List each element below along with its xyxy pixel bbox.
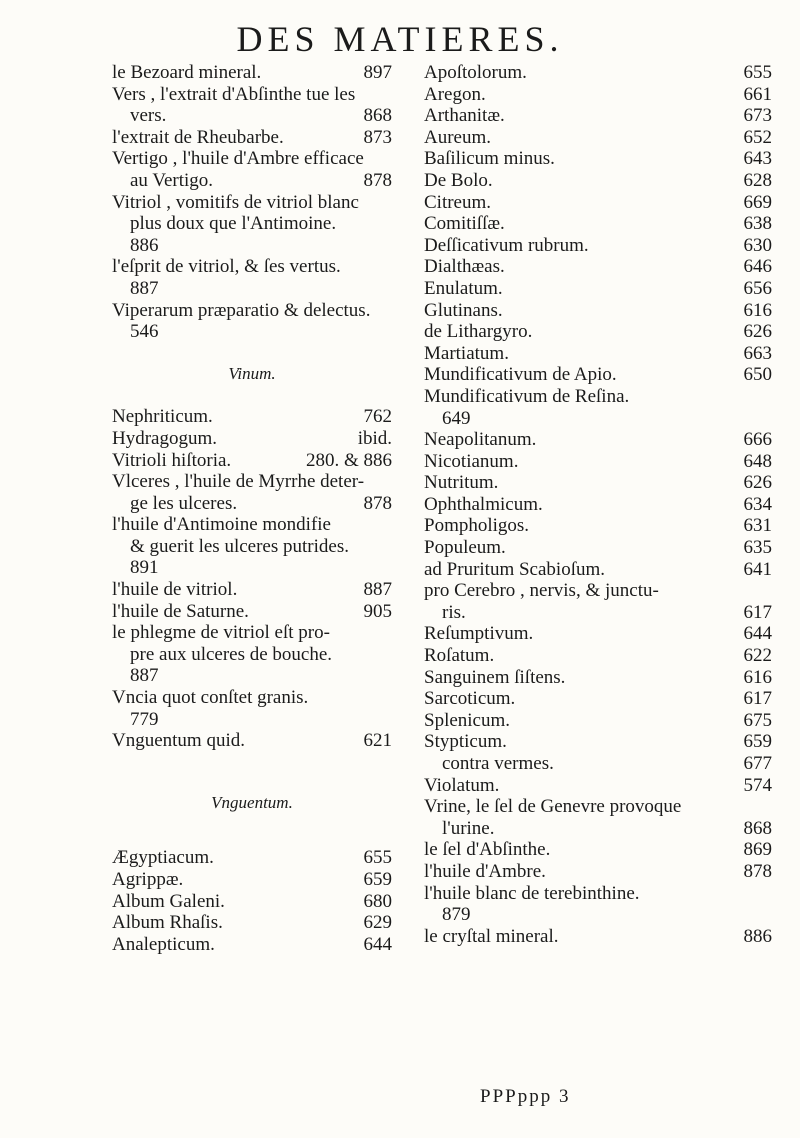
index-entry (112, 622, 392, 644)
index-entry (424, 494, 772, 516)
entry-text: Nephriticum. (112, 406, 213, 428)
entry-text: 546 (130, 321, 159, 343)
entry-text: contra vermes. (442, 753, 554, 774)
index-entry (424, 105, 772, 127)
index-entry (112, 450, 392, 472)
entry-text: ge les ulceres. (130, 492, 238, 514)
right-column (424, 62, 772, 947)
index-entry (424, 364, 772, 386)
entry-page-number: 905 (363, 600, 392, 622)
index-entry (424, 84, 772, 106)
entry-page-number: 626 (743, 321, 772, 343)
entry-text: Vnguentum quid. (112, 730, 245, 752)
entry-text: Viperarum præparatio & delectus. (112, 299, 371, 321)
index-entry (424, 515, 772, 537)
index-entry (424, 645, 772, 667)
index-entry (424, 559, 772, 581)
index-entry (424, 753, 772, 775)
entry-text: l'huile d'Ambre. (424, 860, 546, 882)
entry-text: pre aux ulceres de bouche. (130, 643, 333, 665)
entry-text: l'huile d'Antimoine mondifie (112, 514, 331, 536)
index-entry (112, 84, 392, 106)
index-entry (112, 105, 392, 127)
entry-text: 886 (130, 234, 159, 256)
entry-page-number: 680 (363, 890, 392, 912)
entry-text: Vertigo , l'huile d'Ambre efficace (112, 148, 364, 170)
entry-text: Enulatum. (424, 277, 503, 299)
section-heading-unguentum: Vnguentum. (211, 792, 293, 812)
entry-text: Neapolitanum. (424, 429, 537, 451)
left-column (112, 62, 392, 955)
index-entry (424, 62, 772, 84)
entry-text: Analepticum. (112, 933, 215, 955)
index-entry (112, 665, 392, 687)
entry-text: Nutritum. (424, 472, 499, 494)
entry-text: Reſumptivum. (424, 623, 534, 645)
index-entry (424, 127, 772, 149)
index-entry (112, 471, 392, 493)
index-entry (424, 213, 772, 235)
index-entry (112, 730, 392, 752)
entry-text: Aureum. (424, 126, 492, 148)
entry-page-number: 629 (363, 912, 392, 934)
index-entry (112, 644, 392, 666)
entry-page-number: 638 (743, 213, 772, 235)
index-entry (112, 514, 392, 536)
entry-text: l'huile de Saturne. (112, 600, 249, 622)
entry-text: 887 (130, 665, 159, 687)
entry-page-number: ibid. (357, 427, 392, 449)
entry-page-number: 656 (743, 277, 772, 299)
entry-text: Violatum. (424, 774, 500, 796)
entry-text: Agrippæ. (112, 869, 184, 890)
entry-text: Mundificativum de Apio. (424, 364, 617, 386)
index-entry (112, 891, 392, 913)
index-entry (112, 687, 392, 709)
entry-text: Ophthalmicum. (424, 493, 543, 515)
entry-page-number: 661 (743, 83, 772, 105)
entry-text: Album Galeni. (112, 890, 225, 912)
entry-page-number: 762 (363, 406, 392, 428)
index-entry (424, 256, 772, 278)
index-entry (424, 343, 772, 365)
entry-text: Aregon. (424, 83, 486, 105)
entry-text: Ægyptiacum. (112, 847, 214, 869)
entry-page-number: 635 (743, 537, 772, 559)
entry-text: l'eſprit de vitriol, & ſes vertus. (112, 256, 341, 278)
index-entry (112, 278, 392, 300)
index-entry (112, 869, 392, 891)
entry-text: Comitiſſæ. (424, 213, 505, 235)
index-entry (112, 579, 392, 601)
entry-page-number: 648 (743, 450, 772, 472)
entry-page-number: 868 (363, 105, 392, 127)
index-entry (112, 235, 392, 257)
index-entry (424, 775, 772, 797)
entry-text: Mundificativum de Reſina. (424, 385, 630, 407)
entry-text: de Lithargyro. (424, 321, 533, 343)
entry-page-number: 626 (743, 472, 772, 494)
entry-text: pro Cerebro , nervis, & junctu- (424, 580, 659, 602)
entry-text: Nicotianum. (424, 450, 519, 472)
entry-text: Vncia quot conſtet granis. (112, 687, 309, 709)
index-entry (112, 934, 392, 956)
entry-page-number: 650 (743, 364, 772, 386)
index-entry (112, 256, 392, 278)
entry-page-number: 628 (743, 169, 772, 191)
entry-text: Citreum. (424, 191, 492, 213)
index-entry (424, 883, 772, 905)
entry-text: l'extrait de Rheubarbe. (112, 126, 284, 148)
entry-page-number: 869 (743, 839, 772, 861)
entry-text: 779 (130, 708, 159, 730)
index-entry (112, 148, 392, 170)
entry-text: Baſilicum minus. (424, 148, 555, 170)
index-entry (424, 472, 772, 494)
entry-page-number: 631 (743, 515, 772, 537)
entry-text: Sanguinem ſiſtens. (424, 666, 566, 688)
index-entry (112, 428, 392, 450)
entry-text: 891 (130, 557, 159, 579)
entry-text: De Bolo. (424, 169, 493, 191)
index-entry (424, 839, 772, 861)
entry-page-number: 675 (743, 709, 772, 731)
entry-text: Vitrioli hiſtoria. (112, 449, 232, 471)
index-entry (424, 710, 772, 732)
entry-text: l'huile de vitriol. (112, 579, 238, 601)
index-entry (424, 235, 772, 257)
entry-page-number: 616 (743, 666, 772, 688)
right-entries (424, 62, 772, 947)
entry-page-number: 641 (743, 558, 772, 580)
entry-page-number: 617 (743, 688, 772, 710)
index-entry (424, 321, 772, 343)
entry-text: ad Pruritum Scabioſum. (424, 558, 606, 580)
index-entry (424, 300, 772, 322)
entry-text: le cryſtal mineral. (424, 925, 559, 947)
index-entry (112, 709, 392, 731)
entry-page-number: 622 (743, 645, 772, 667)
entry-page-number: 878 (743, 860, 772, 882)
entry-text: le ſel d'Abſinthe. (424, 839, 551, 861)
entry-page-number: 655 (743, 62, 772, 83)
entry-page-number: 677 (743, 753, 772, 774)
left-entries-2 (112, 406, 392, 752)
index-entry (424, 904, 772, 926)
entry-page-number: 644 (743, 623, 772, 645)
entry-text: l'huile blanc de terebinthine. (424, 882, 640, 904)
index-entry (424, 278, 772, 300)
entry-text: Dialthæas. (424, 256, 505, 278)
entry-text: Apoſtolorum. (424, 62, 527, 83)
section-heading-vinum: Vinum. (228, 363, 276, 383)
entry-text: le Bezoard mineral. (112, 62, 262, 83)
entry-page-number: 878 (363, 492, 392, 514)
entry-page-number: 666 (743, 429, 772, 451)
entry-text: l'urine. (442, 817, 495, 839)
entry-page-number: 897 (363, 62, 392, 83)
entry-page-number: 634 (743, 493, 772, 515)
index-entry (112, 912, 392, 934)
index-entry (424, 408, 772, 430)
index-entry (112, 321, 392, 343)
index-entry (112, 127, 392, 149)
entry-page-number: 663 (743, 342, 772, 364)
entry-page-number: 652 (743, 126, 772, 148)
index-entry (424, 796, 772, 818)
entry-text: 649 (442, 407, 471, 429)
index-entry (112, 557, 392, 579)
entry-page-number: 655 (363, 847, 392, 869)
entry-text: 887 (130, 277, 159, 299)
index-entry (424, 192, 772, 214)
entry-text: Glutinans. (424, 299, 503, 321)
entry-page-number: 630 (743, 234, 772, 256)
entry-text: Roſatum. (424, 645, 495, 667)
index-entry (424, 451, 772, 473)
index-entry (112, 62, 392, 84)
entry-page-number: 873 (363, 126, 392, 148)
entry-page-number: 574 (743, 774, 772, 796)
index-entry (112, 536, 392, 558)
entry-text: Album Rhaſis. (112, 912, 223, 934)
index-entry (112, 847, 392, 869)
index-entry (112, 493, 392, 515)
entry-page-number: 868 (743, 817, 772, 839)
entry-page-number: 669 (743, 191, 772, 213)
index-entry (424, 926, 772, 948)
index-entry (424, 148, 772, 170)
entry-text: vers. (130, 105, 167, 127)
entry-page-number: 887 (363, 579, 392, 601)
entry-text: ris. (442, 601, 466, 623)
index-entry (424, 667, 772, 689)
entry-page-number: 616 (743, 299, 772, 321)
entry-page-number: 621 (363, 730, 392, 752)
index-entry (424, 429, 772, 451)
entry-page-number: 644 (363, 933, 392, 955)
entry-page-number: 659 (363, 869, 392, 890)
index-entry (424, 623, 772, 645)
left-entries-1 (112, 62, 392, 343)
index-entry (424, 537, 772, 559)
entry-text: au Vertigo. (130, 169, 214, 191)
entry-page-number: 617 (743, 601, 772, 623)
page-header: DES MATIERES. (236, 19, 564, 59)
entry-text: & guerit les ulceres putrides. (130, 535, 349, 557)
entry-page-number: 878 (363, 169, 392, 191)
entry-text: Pompholigos. (424, 515, 530, 537)
index-entry (112, 192, 392, 214)
entry-text: Vitriol , vomitifs de vitriol blanc (112, 191, 359, 213)
index-entry (424, 688, 772, 710)
index-entry (424, 170, 772, 192)
entry-text: le phlegme de vitriol eſt pro- (112, 622, 330, 644)
entry-page-number: 280. & 886 (305, 449, 392, 471)
entry-page-number: 886 (743, 925, 772, 947)
entry-page-number: 646 (743, 256, 772, 278)
index-entry (424, 731, 772, 753)
signature-mark: PPPppp 3 (480, 1086, 571, 1107)
index-entry (424, 386, 772, 408)
entry-text: Populeum. (424, 537, 506, 559)
entry-page-number: 643 (743, 148, 772, 170)
entry-page-number: 673 (743, 105, 772, 127)
entry-text: Splenicum. (424, 709, 511, 731)
entry-text: Vrine, le ſel de Genevre provoque (424, 796, 682, 818)
entry-text: Stypticum. (424, 731, 507, 753)
entry-text: Sarcoticum. (424, 688, 516, 710)
index-entry (424, 580, 772, 602)
left-entries-3 (112, 847, 392, 955)
index-entry (424, 861, 772, 883)
entry-text: Vlceres , l'huile de Myrrhe deter- (112, 471, 365, 493)
index-entry (112, 601, 392, 623)
index-entry (112, 406, 392, 428)
index-entry (112, 170, 392, 192)
entry-text: plus doux que l'Antimoine. (130, 213, 337, 235)
entry-text: Vers , l'extrait d'Abſinthe tue les (112, 83, 356, 105)
entry-text: Arthanitæ. (424, 105, 505, 127)
index-entry (112, 300, 392, 322)
entry-text: Deſſicativum rubrum. (424, 234, 589, 256)
entry-text: 879 (442, 904, 471, 926)
index-entry (112, 213, 392, 235)
index-entry (424, 602, 772, 624)
entry-page-number: 659 (743, 731, 772, 753)
entry-text: Martiatum. (424, 342, 509, 364)
index-entry (424, 818, 772, 840)
entry-text: Hydragogum. (112, 427, 218, 449)
